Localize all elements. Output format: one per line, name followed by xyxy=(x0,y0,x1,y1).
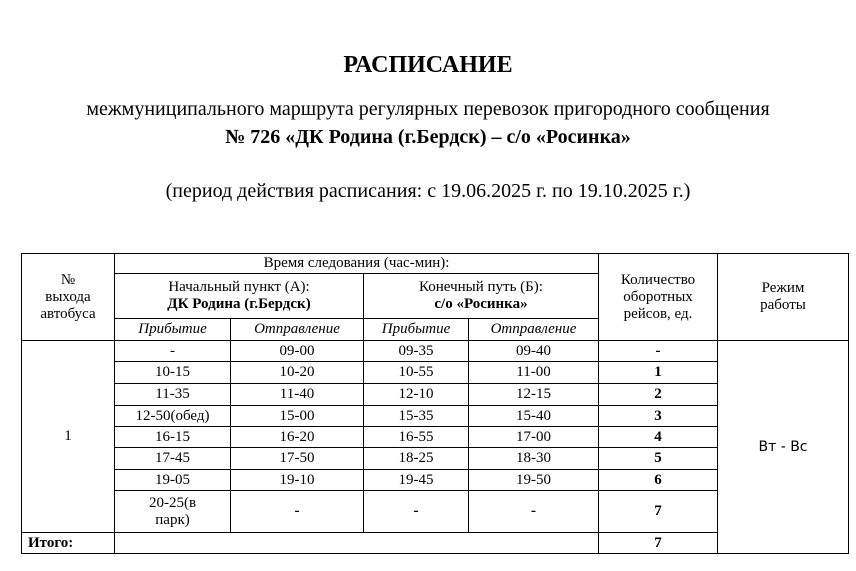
table-cell: 09-40 xyxy=(469,341,599,362)
table-cell: 7 xyxy=(599,491,718,533)
table-cell: 10-15 xyxy=(115,362,231,384)
table-cell: - xyxy=(469,491,599,533)
arrival-a-header: Прибытие xyxy=(115,319,231,341)
arrival-b-header: Прибытие xyxy=(364,319,469,341)
bus-number-cell: 1 xyxy=(22,341,115,533)
validity-period: (период действия расписания: с 19.06.2025 г. по 19.10.2025 г.) xyxy=(165,180,691,202)
table-cell: 2 xyxy=(599,384,718,406)
schedule-table xyxy=(21,253,849,554)
table-cell: 18-30 xyxy=(469,448,599,470)
cell-text-line: работы xyxy=(760,297,806,313)
table-cell: 19-10 xyxy=(231,470,364,491)
table-cell: 12-10 xyxy=(364,384,469,406)
table-cell: 16-20 xyxy=(231,427,364,448)
table-cell: 10-55 xyxy=(364,362,469,384)
table-cell: - xyxy=(364,491,469,533)
table-cell: 09-00 xyxy=(231,341,364,362)
table-cell: 11-35 xyxy=(115,384,231,406)
table-cell: 4 xyxy=(599,427,718,448)
table-cell: 15-40 xyxy=(469,406,599,427)
document-subtitle: межмуниципального маршрута регулярных перевозок пригородного сообщения xyxy=(86,98,770,120)
document-title: РАСПИСАНИЕ xyxy=(343,52,513,78)
table-cell: 3 xyxy=(599,406,718,427)
table-cell: 5 xyxy=(599,448,718,470)
table-cell: 6 xyxy=(599,470,718,491)
work-mode-cell: Вт - Вс xyxy=(718,341,849,554)
cell-text-line: № xyxy=(60,271,76,288)
point-a-header xyxy=(115,274,364,319)
work-mode-header xyxy=(718,254,849,341)
table-cell: 15-35 xyxy=(364,406,469,427)
bus-number-header xyxy=(22,254,115,341)
table-cell: 10-20 xyxy=(231,362,364,384)
table-cell: 17-50 xyxy=(231,448,364,470)
cell-text-line: рейсов, ед. xyxy=(623,305,693,322)
table-cell: 19-45 xyxy=(364,470,469,491)
table-cell: 19-05 xyxy=(115,470,231,491)
cell-text-line: Конечный путь (Б): xyxy=(419,279,543,295)
departure-a-header: Отправление xyxy=(231,319,364,341)
cell-text-line: Количество xyxy=(620,271,696,288)
table-cell: 12-50(обед) xyxy=(115,406,231,427)
table-cell: 15-00 xyxy=(231,406,364,427)
table-cell: 19-50 xyxy=(469,470,599,491)
table-cell: 17-45 xyxy=(115,448,231,470)
route-name: № 726 «ДК Родина (г.Бердск) – с/о «Росинка» xyxy=(225,126,631,148)
cell-text-line: автобуса xyxy=(40,305,96,322)
table-cell: - xyxy=(599,341,718,362)
cell-text-line: Начальный пункт (А): xyxy=(168,279,310,295)
table-cell xyxy=(115,491,231,533)
cell-text-line: выхода xyxy=(45,288,91,305)
total-value: 7 xyxy=(599,533,718,554)
table-cell: - xyxy=(231,491,364,533)
table-cell: 1 xyxy=(599,362,718,384)
total-spacer xyxy=(115,533,599,554)
cell-text-line: оборотных xyxy=(623,288,693,305)
cell-text-line: 20-25(в xyxy=(148,494,197,511)
cell-text-line: с/о «Росинка» xyxy=(434,296,528,312)
total-label: Итого: xyxy=(22,533,115,554)
cell-text-line: ДК Родина (г.Бердск) xyxy=(167,296,311,312)
table-row xyxy=(22,341,849,362)
table-cell: 12-15 xyxy=(469,384,599,406)
point-b-header xyxy=(364,274,599,319)
table-cell: 18-25 xyxy=(364,448,469,470)
table-cell: 11-40 xyxy=(231,384,364,406)
table-cell: 16-55 xyxy=(364,427,469,448)
table-cell: 11-00 xyxy=(469,362,599,384)
table-cell: - xyxy=(115,341,231,362)
travel-time-header: Время следования (час-мин): xyxy=(115,254,599,274)
table-cell: 16-15 xyxy=(115,427,231,448)
departure-b-header: Отправление xyxy=(469,319,599,341)
trip-count-header xyxy=(599,254,718,341)
table-cell: 09-35 xyxy=(364,341,469,362)
cell-text-line: парк) xyxy=(155,511,190,528)
table-cell: 17-00 xyxy=(469,427,599,448)
cell-text-line: Режим xyxy=(761,280,805,296)
